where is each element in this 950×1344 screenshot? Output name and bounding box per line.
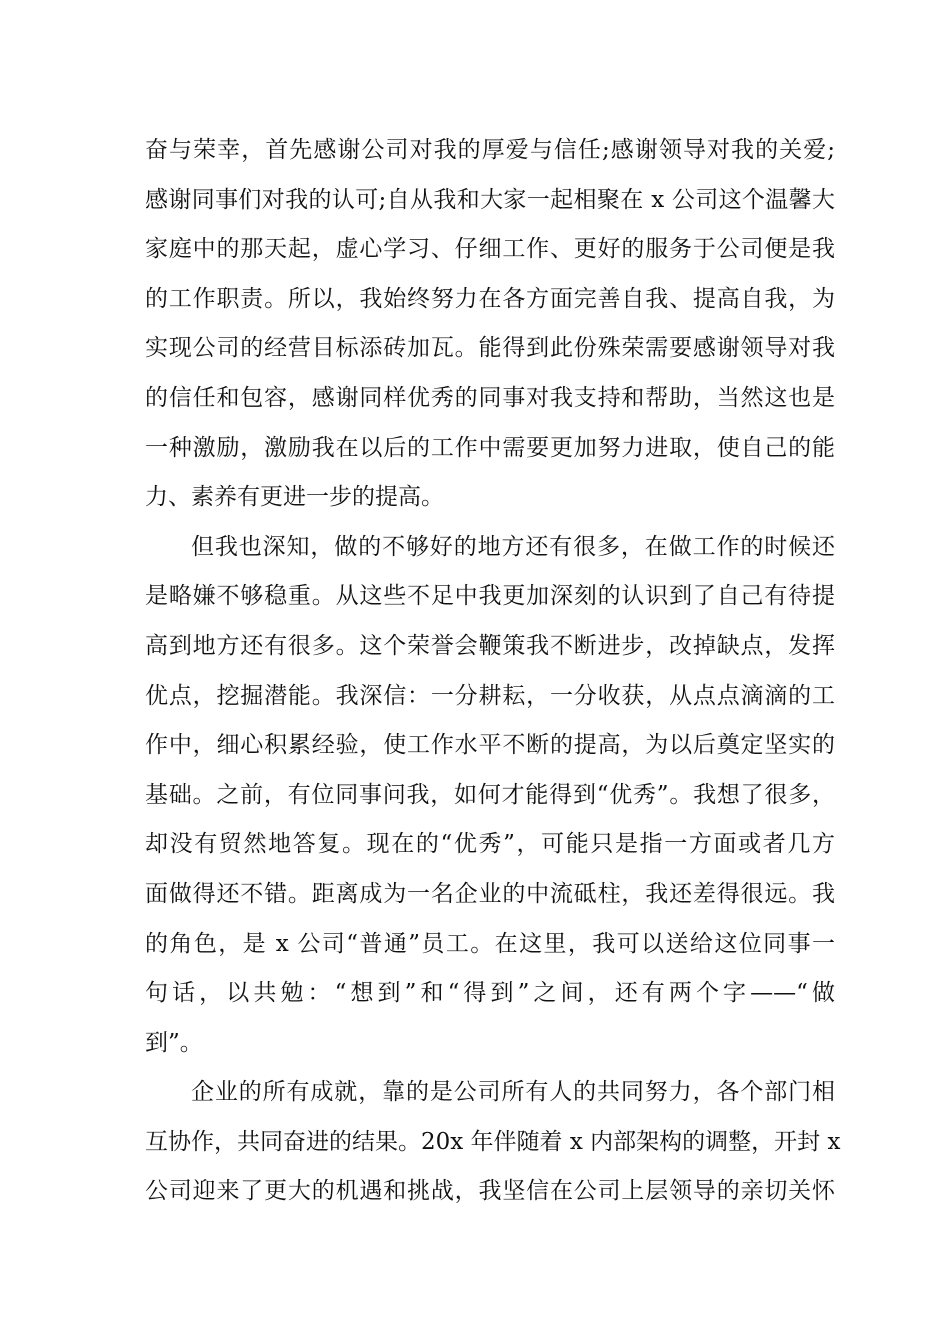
text-line: 企业的所有成就，靠的是公司所有人的共同努力，各个部门相 [191,1079,835,1106]
paragraph-3 [145,1068,841,1217]
text-line: 奋与荣幸，首先感谢公司对我的厚爱与信任;感谢领导对我的关爱; [145,137,835,163]
text-line: 作中，细心积累经验，使工作水平不断的提高，为以后奠定坚实的 [145,732,835,759]
text-line: 力、素养有更进一步的提高。 [145,484,444,511]
text-line: 公司迎来了更大的机遇和挑战，我坚信在公司上层领导的亲切关怀 [145,1178,835,1205]
text-line: 的工作职责。所以，我始终努力在各方面完善自我、提高自我，为 [145,285,835,312]
text-line: 基础。之前，有位同事问我，如何才能得到“优秀”。我想了很多， [145,781,835,808]
text-line: 一种激励，激励我在以后的工作中需要更加努力进取，使自己的能 [145,434,835,461]
paragraph-2 [145,523,835,1069]
text-line: 互协作，共同奋进的结果。20x 年伴随着 x 内部架构的调整，开封 x [145,1128,841,1155]
text-line: 面做得还不错。距离成为一名企业的中流砥柱，我还差得很远。我 [145,880,835,907]
text-line: 感谢同事们对我的认可;自从我和大家一起相聚在 x 公司这个温馨大 [145,186,835,213]
text-line: 是略嫌不够稳重。从这些不足中我更加深刻的认识到了自己有待提 [145,583,835,610]
text-line: 的信任和包容，感谢同样优秀的同事对我支持和帮助，当然这也是 [145,384,835,411]
text-line: 但我也深知，做的不够好的地方还有很多，在做工作的时候还 [191,533,835,560]
text-line: 的角色，是 x 公司“普通”员工。在这里，我可以送给这位同事一 [145,930,835,957]
paragraph-1 [145,126,835,523]
document-body [145,126,841,1217]
text-line: 句话，以共勉：“想到”和“得到”之间，还有两个字——“做 [145,980,835,1007]
text-line: 家庭中的那天起，虚心学习、仔细工作、更好的服务于公司便是我 [145,236,835,263]
text-line: 实现公司的经营目标添砖加瓦。能得到此份殊荣需要感谢领导对我 [145,335,835,362]
text-line: 到”。 [145,1029,203,1056]
text-line: 高到地方还有很多。这个荣誉会鞭策我不断进步，改掉缺点，发挥 [145,632,835,659]
text-line: 却没有贸然地答复。现在的“优秀”，可能只是指一方面或者几方 [145,831,835,858]
text-line: 优点，挖掘潜能。我深信：一分耕耘，一分收获，从点点滴滴的工 [145,682,835,709]
